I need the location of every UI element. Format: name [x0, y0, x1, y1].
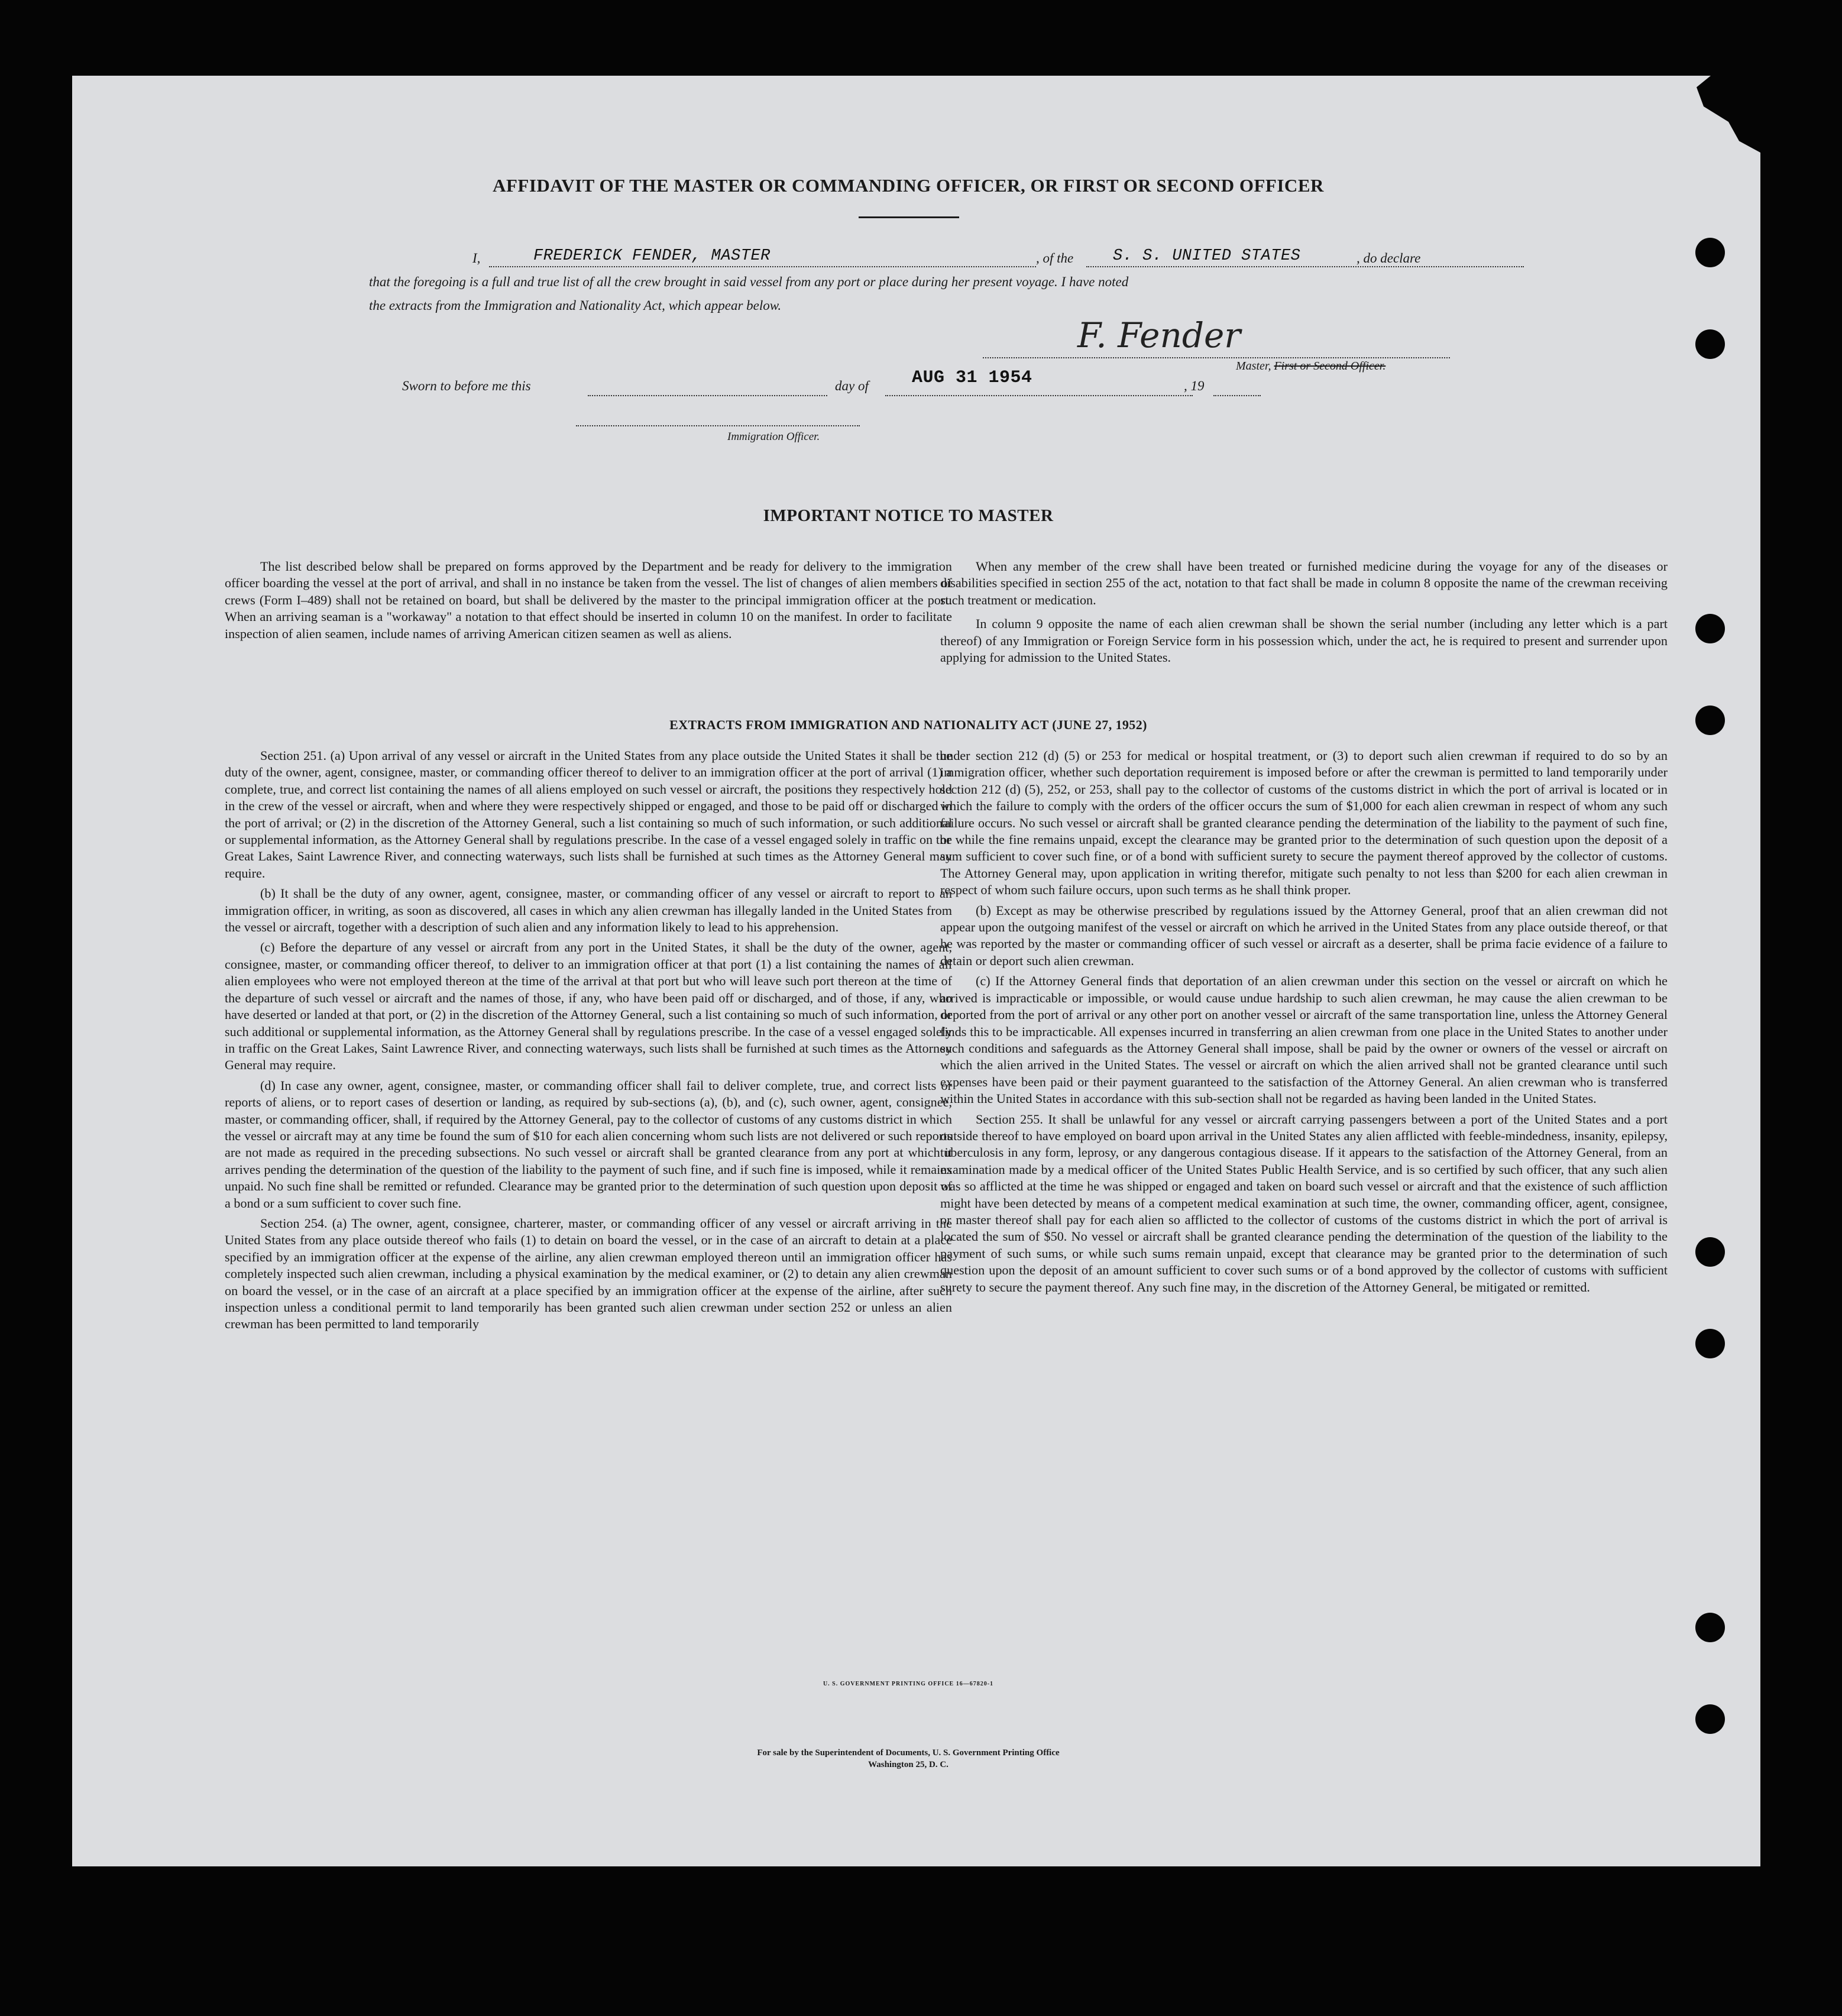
footer-line-2: Washington 25, D. C.: [868, 1760, 948, 1769]
binder-hole: [1695, 614, 1725, 643]
of-the-label: , of the: [1036, 251, 1074, 266]
document-page: [72, 76, 1760, 1866]
notice-right-column: [940, 558, 1668, 669]
officer-label: Immigration Officer.: [727, 431, 820, 443]
binder-hole: [1695, 329, 1725, 359]
master-signature: F. Fender: [1077, 315, 1241, 355]
extracts-left-column: [225, 747, 952, 1337]
section-254-a-continued: under section 212 (d) (5) or 253 for medical or hospital treatment, or (3) to deport such alien crewman if required to do so by an immigration officer, whether such deportation requirement is imposed before or after the crewman is permitted to land temporarily under section 212 (d) (5), 252, or 253, shall pay to the collector of customs of the customs district in which the port of arrival is located or in which the failure to comply with the orders of the officer occurs the sum of $1,000 for each alien crewman in respect of whom any such failure occurs. No such vessel or aircraft shall be granted clearance pending the determination of the liability to the payment of such fine, or while the fine remains unpaid, except the clearance may be granted prior to the determination of such question upon the deposit of a sum sufficient to cover such fine, or of a bond with sufficient surety to secure the payment thereof approved by the collector of customs. The Attorney General may, upon application in writing therefor, mitigate such penalty to not less than $200 for each alien crewman in respect of whom such failure occurs, upon such terms as he shall think proper.: [940, 748, 1668, 898]
binder-hole: [1695, 706, 1725, 735]
notice-left-paragraph: The list described below shall be prepared on forms approved by the Department and be ready for delivery to the immigration officer boarding the vessel at the port of arrival, and shall in no instance be taken from the vessel. The list of changes of alien members of crews (Form I–489) shall not be retained on board, but shall be delivered by the master to the principal immigration officer at the port. When an arriving seaman is a "workaway" a notation to that effect should be inserted in column 10 on the manifest. In order to facilitate inspection of alien seamen, include names of arriving American citizen seamen as well as aliens.: [225, 559, 952, 641]
sworn-month-dots: [885, 395, 1193, 396]
year-dots: [1213, 395, 1261, 396]
notice-right-paragraph-1: When any member of the crew shall have been treated or furnished medicine during the voyage for any of the diseases or disabilities specified in section 255 of the act, notation to that fact shall be made in column 8 opposite the name of the crewman receiving such treatment or medication.: [940, 559, 1668, 607]
binder-hole: [1695, 1613, 1725, 1642]
i-label: I,: [472, 251, 481, 266]
section-254-b: (b) Except as may be otherwise prescribed by regulations issued by the Attorney General, proof that an alien crewman did not appear upon the outgoing manifest of the vessel or aircraft on which he arrived in the United States from any place outside thereof, or that he was reported by the master or commanding officer of such vessel or aircraft as a deserter, shall be prima facie evidence of a failure to detain or deport such alien crewman.: [940, 902, 1668, 968]
year-prefix: , 19: [1184, 378, 1205, 393]
signature-title: [1236, 360, 1385, 373]
printer-mark: U. S. GOVERNMENT PRINTING OFFICE 16—67820-1: [823, 1681, 994, 1687]
title-rule: [859, 216, 959, 218]
binder-hole: [1695, 1237, 1725, 1267]
section-254-a: Section 254. (a) The owner, agent, consignee, charterer, master, or commanding officer of any vessel or aircraft arriving in the United States from any place outside thereof who fails (1) to detain on board the vessel, or in the case of an aircraft to detain at a place specified by an immigration officer at the expense of the airline, any alien crewman employed thereon until an immigration officer has completely inspected such alien crewman, including a physical examination by the medical examiner, or (2) to detain any alien crewman on board the vessel, or in the case of an aircraft at a place specified by an immigration officer at the expense of the airline, after such inspection unless a conditional permit to land temporarily has been granted such alien crewman under section 252 or unless an alien crewman has been permitted to land temporarily: [225, 1215, 952, 1332]
section-255: Section 255. It shall be unlawful for any vessel or aircraft carrying passengers between a port of the United States and a port outside thereof to have employed on board upon arrival in the United States any alien afflicted with feeble-mindedness, insanity, epilepsy, tuberculosis in any form, leprosy, or any dangerous contagious disease. If it appears to the satisfaction of the Attorney General, from an examination made by a medical officer of the United States Public Health Service, and is so certified by such officer, that any such alien was so afflicted at the time he was shipped or engaged and taken on board such vessel or aircraft and that the existence of such affliction might have been detected by means of a competent medical examination at such time, the owner, commanding officer, agent, consignee, or master thereof shall pay for each alien so afflicted to the collector of customs of the customs district in which the port of arrival is located the sum of $50. No vessel or aircraft shall be granted clearance pending the determination of the question of the liability to the payment of such sums, or while such sums remain unpaid, except that clearance may be granted prior to the determination of such question upon the deposit of an amount sufficient to cover such sums or of a bond approved by the collector of customs with sufficient surety to secure the payment thereof. Any such fine may, in the discretion of the Attorney General, be mitigated or remitted.: [940, 1111, 1668, 1295]
notice-title: IMPORTANT NOTICE TO MASTER: [763, 506, 1054, 525]
notice-right-paragraph-2: In column 9 opposite the name of each alien crewman shall be shown the serial number (including any letter which is a part thereof) of any Immigration or Foreign Service form in his possession which, under the act, he is required to present and surrender upon applying for admission to the United States.: [940, 616, 1668, 665]
vessel-dots: [1086, 266, 1524, 267]
date-stamp: AUG 31 1954: [912, 368, 1032, 388]
extracts-title: EXTRACTS FROM IMMIGRATION AND NATIONALITY ACT (JUNE 27, 1952): [669, 717, 1147, 732]
footer: [72, 1747, 1744, 1771]
declaration-line: [400, 247, 1524, 268]
section-251-d: (d) In case any owner, agent, consignee, master, or commanding officer shall fail to deliver complete, true, and correct lists or reports of aliens, or to report cases of desertion or landing, as required by sub-sections (a), (b), and (c), such owner, agent, consignee, master, or commanding officer, shall, if required by the Attorney General, pay to the collector of customs of any customs district in which the vessel or aircraft may at any time be found the sum of $10 for each alien concerning whom such lists are not delivered or such reports are not made as required in the preceding subsections. No such vessel or aircraft shall be granted clearance from any port at which it arrives pending the determination of the question of the liability to the payment of such fine, and if such fine is imposed, while it remains unpaid. No such fine shall be remitted or refunded. Clearance may be granted prior to the determination of such question upon deposit of a bond or a sum sufficient to cover such fine.: [225, 1077, 952, 1211]
affidavit-title: AFFIDAVIT OF THE MASTER OR COMMANDING OFFICER, OR FIRST OR SECOND OFFICER: [493, 175, 1324, 196]
declaration-text-3: the extracts from the Immigration and Nationality Act, which appear below.: [369, 298, 782, 313]
declaration-text-2: that the foregoing is a full and true list of all the crew brought in said vessel from any port or place during her present voyage. I have noted: [369, 274, 1129, 289]
do-declare-label: , do declare: [1357, 251, 1421, 266]
officer-line: [576, 425, 860, 426]
section-251-c: (c) Before the departure of any vessel or aircraft from any port in the United States, it shall be the duty of the owner, agent, consignee, master, or commanding officer thereof, to deliver to an immigration officer at that port (1) a list containing the names of all alien employees who were not employed thereon at the time of the arrival at that port but who will leave such port thereon at the time of the departure of such vessel or aircraft and the names of those, if any, who have been paid off or discharged, and of those, if any, who have deserted or landed at that port, or (2) in the discretion of the Attorney General, such a list containing so much of such information, or such additional or supplemental information, as the Attorney General shall by regulations prescribe. In the case of a vessel engaged solely in traffic on the Great Lakes, Saint Lawrence River, and connecting waterways, such lists shall be furnished at such times as the Attorney General may require.: [225, 940, 952, 1073]
binder-hole: [1695, 238, 1725, 267]
master-label: Master,: [1236, 360, 1271, 373]
sworn-label: Sworn to before me this: [402, 378, 531, 393]
name-dots: [489, 266, 1036, 267]
section-251-a: Section 251. (a) Upon arrival of any vessel or aircraft in the United States from any place outside the United States it shall be the duty of the owner, agent, consignee, master, or commanding officer thereof to deliver to an immigration officer at the port of arrival (1) a complete, true, and correct list containing the names of all aliens employed on such vessel or aircraft, the positions they respectively hold in the crew of the vessel or aircraft, when and where they were respectively shipped or engaged, and those to be paid off or discharged in the port of arrival; or (2) in the discretion of the Attorney General, such a list containing so much of such information, or such additional or supplemental information, as the Attorney General shall by regulations prescribe. In the case of a vessel engaged solely in traffic on the Great Lakes, Saint Lawrence River, and connecting waterways, such lists shall be furnished at such times as the Attorney General may require.: [225, 748, 952, 881]
binder-hole: [1695, 1329, 1725, 1358]
struck-officer-label: First or Second Officer.: [1274, 360, 1386, 373]
vessel-name: S. S. UNITED STATES: [1113, 247, 1301, 265]
section-251-b: (b) It shall be the duty of any owner, agent, consignee, master, or commanding officer of any vessel or aircraft to report to an immigration officer, in writing, as soon as discovered, all cases in which any alien crewman has illegally landed in the United States from the vessel or aircraft, together with a description of such alien and any information likely to lead to his apprehension.: [225, 886, 952, 935]
footer-line-1: For sale by the Superintendent of Documents, U. S. Government Printing Office: [757, 1748, 1060, 1758]
section-254-c: (c) If the Attorney General finds that deportation of an alien crewman under this section on the vessel or aircraft on which he arrived is impracticable or impossible, or would cause undue hardship to such alien crewman, he may cause the alien crewman to be deported from the port of arrival or any other port on another vessel or aircraft of the same transportation line, unless the Attorney General finds this to be impracticable. All expenses incurred in transferring an alien crewman from one place in the United States to another under such conditions and safeguards as the Attorney General shall impose, shall be paid by the owner or owners of the vessel or aircraft on which the alien arrived in the United States. The vessel or aircraft on which the alien arrived shall not be granted clearance until such expenses have been paid or their payment guaranteed to the satisfaction of the Attorney General. An alien crewman who is transferred within the United States in accordance with this sub-section shall not be regarded as having been landed in the United States.: [940, 973, 1668, 1106]
master-name: FREDERICK FENDER, MASTER: [533, 247, 771, 265]
torn-corner: [1689, 76, 1760, 153]
extracts-right-column: [940, 747, 1668, 1299]
sworn-day-dots: [588, 395, 827, 396]
signature-line: [983, 357, 1450, 358]
notice-left-column: [225, 558, 952, 649]
day-of-label: day of: [835, 378, 869, 393]
binder-hole: [1695, 1704, 1725, 1734]
